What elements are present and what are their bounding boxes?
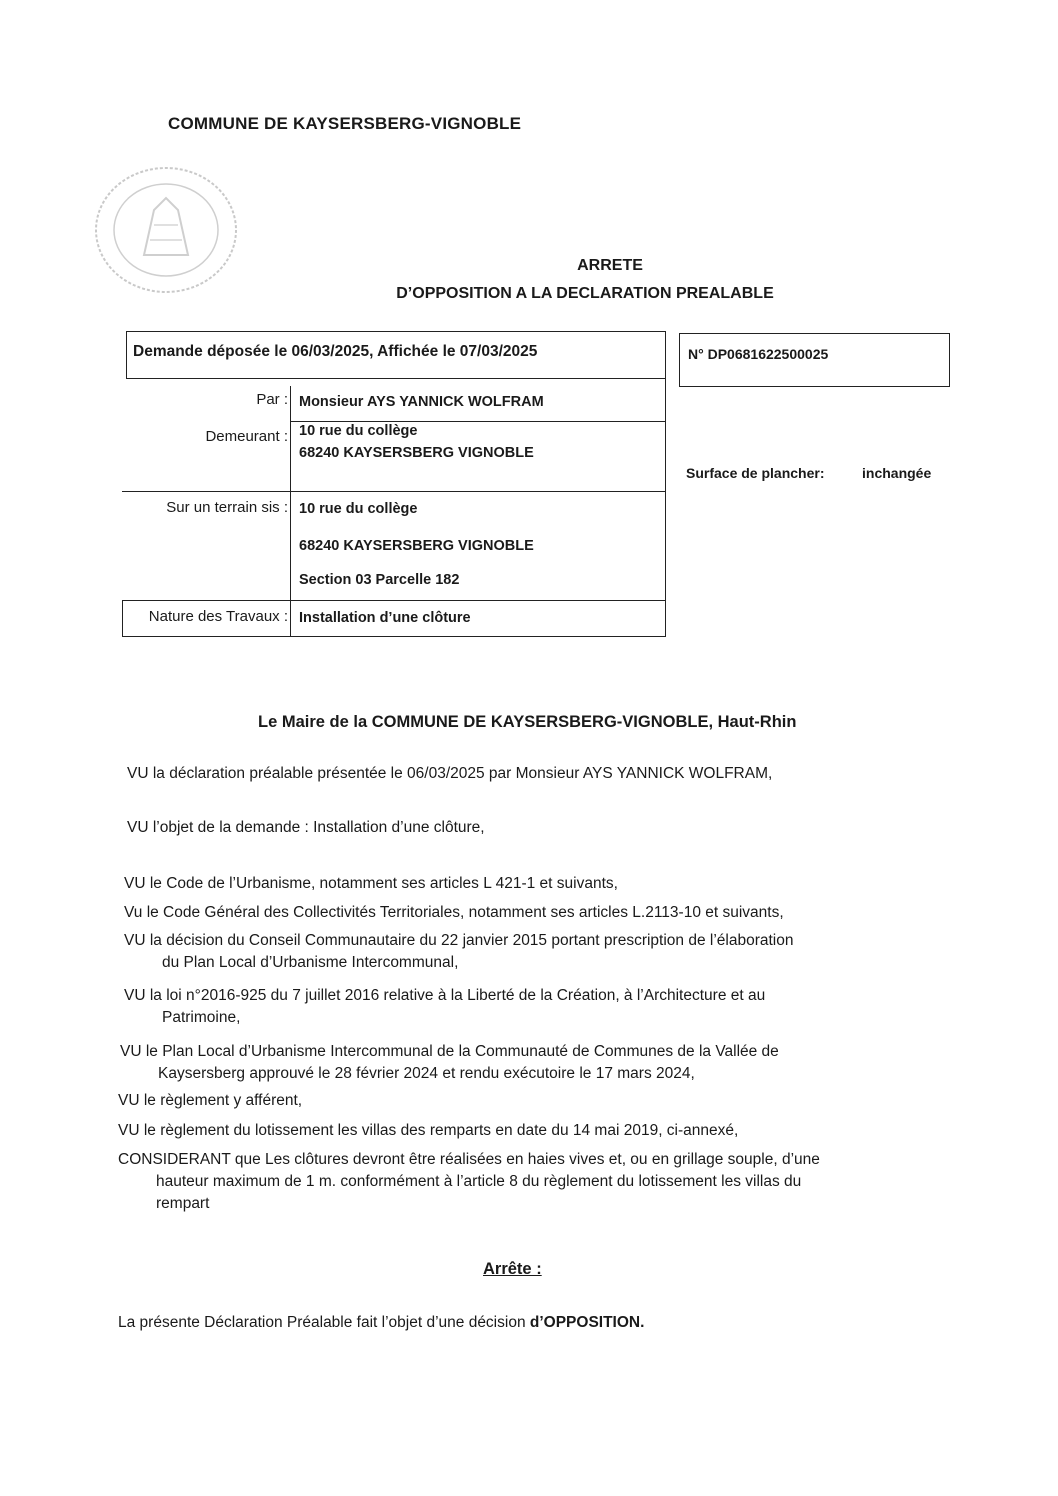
vu-plan-line1: VU le Plan Local d’Urbanisme Intercommunal de la Communauté de Communes de la Vallée de bbox=[120, 1043, 779, 1060]
vu-loi-line2: Patrimoine, bbox=[162, 1009, 241, 1026]
surface-label: Surface de plancher: bbox=[686, 465, 825, 481]
vu-reglement: VU le règlement y afférent, bbox=[118, 1092, 303, 1109]
terrain-label: Sur un terrain sis : bbox=[166, 499, 288, 516]
vu-reglement-lotissement: VU le règlement du lotissement les villas des remparts en date du 14 mai 2019, ci-annexé, bbox=[118, 1122, 739, 1139]
considerant-line3: rempart bbox=[156, 1195, 210, 1212]
considerant bbox=[118, 1149, 820, 1215]
demeurant-label: Demeurant : bbox=[205, 428, 288, 445]
demeurant-line1: 10 rue du collège bbox=[299, 423, 418, 439]
vu-decision-line2: du Plan Local d’Urbanisme Intercommunal, bbox=[162, 954, 459, 971]
dossier-number: N° DP0681622500025 bbox=[688, 346, 829, 362]
conclusion bbox=[118, 1314, 644, 1332]
vu-code-collectivites: Vu le Code Général des Collectivités Territoriales, notamment ses articles L.2113-10 et suivants, bbox=[124, 904, 784, 921]
municipal-seal-stamp bbox=[84, 160, 244, 310]
vu-loi-line1: VU la loi n°2016-925 du 7 juillet 2016 relative à la Liberté de la Création, à l’Architecture et au bbox=[124, 987, 766, 1004]
commune-heading: COMMUNE DE KAYSERSBERG-VIGNOBLE bbox=[168, 114, 522, 133]
vu-loi bbox=[124, 985, 765, 1029]
considerant-line2: hauteur maximum de 1 m. conformément à l’article 8 du règlement du lotissement les villas du bbox=[156, 1173, 802, 1190]
vu-code-urbanisme: VU le Code de l’Urbanisme, notamment ses articles L 421-1 et suivants, bbox=[124, 875, 618, 892]
vu-declaration: VU la déclaration préalable présentée le 06/03/2025 par Monsieur AYS YANNICK WOLFRAM, bbox=[127, 765, 773, 782]
arrete-heading: Arrête : bbox=[483, 1260, 542, 1278]
terrain-line2: 68240 KAYSERSBERG VIGNOBLE bbox=[299, 538, 534, 554]
terrain-line1: 10 rue du collège bbox=[299, 501, 418, 517]
travaux-label: Nature des Travaux : bbox=[148, 608, 288, 625]
travaux-value: Installation d’une clôture bbox=[299, 610, 471, 626]
conclusion-text: La présente Déclaration Préalable fait l’objet d’une décision bbox=[118, 1314, 530, 1331]
par-value: Monsieur AYS YANNICK WOLFRAM bbox=[299, 394, 544, 410]
vu-decision-conseil bbox=[124, 930, 793, 974]
document-title-line2: D’OPPOSITION A LA DECLARATION PREALABLE bbox=[396, 285, 774, 302]
surface-value: inchangée bbox=[862, 465, 932, 481]
vu-plan-line2: Kaysersberg approuvé le 28 février 2024 et rendu exécutoire le 17 mars 2024, bbox=[158, 1065, 695, 1082]
par-label: Par : bbox=[256, 391, 288, 408]
vu-objet: VU l’objet de la demande : Installation d’une clôture, bbox=[127, 819, 485, 836]
vu-plan-local bbox=[120, 1041, 779, 1085]
considerant-line1: CONSIDERANT que Les clôtures devront être réalisées en haies vives et, ou en grillage souple, d’une bbox=[118, 1151, 820, 1168]
maire-heading: Le Maire de la COMMUNE DE KAYSERSBERG-VIGNOBLE, Haut-Rhin bbox=[258, 713, 797, 731]
request-head: Demande déposée le 06/03/2025, Affichée le 07/03/2025 bbox=[133, 343, 538, 360]
demeurant-line2: 68240 KAYSERSBERG VIGNOBLE bbox=[299, 445, 534, 461]
conclusion-decision: d’OPPOSITION. bbox=[529, 1314, 645, 1331]
document-title-line1: ARRETE bbox=[577, 257, 643, 274]
terrain-line3: Section 03 Parcelle 182 bbox=[299, 572, 460, 588]
vu-decision-line1: VU la décision du Conseil Communautaire du 22 janvier 2015 portant prescription de l’élaboration bbox=[124, 932, 794, 949]
